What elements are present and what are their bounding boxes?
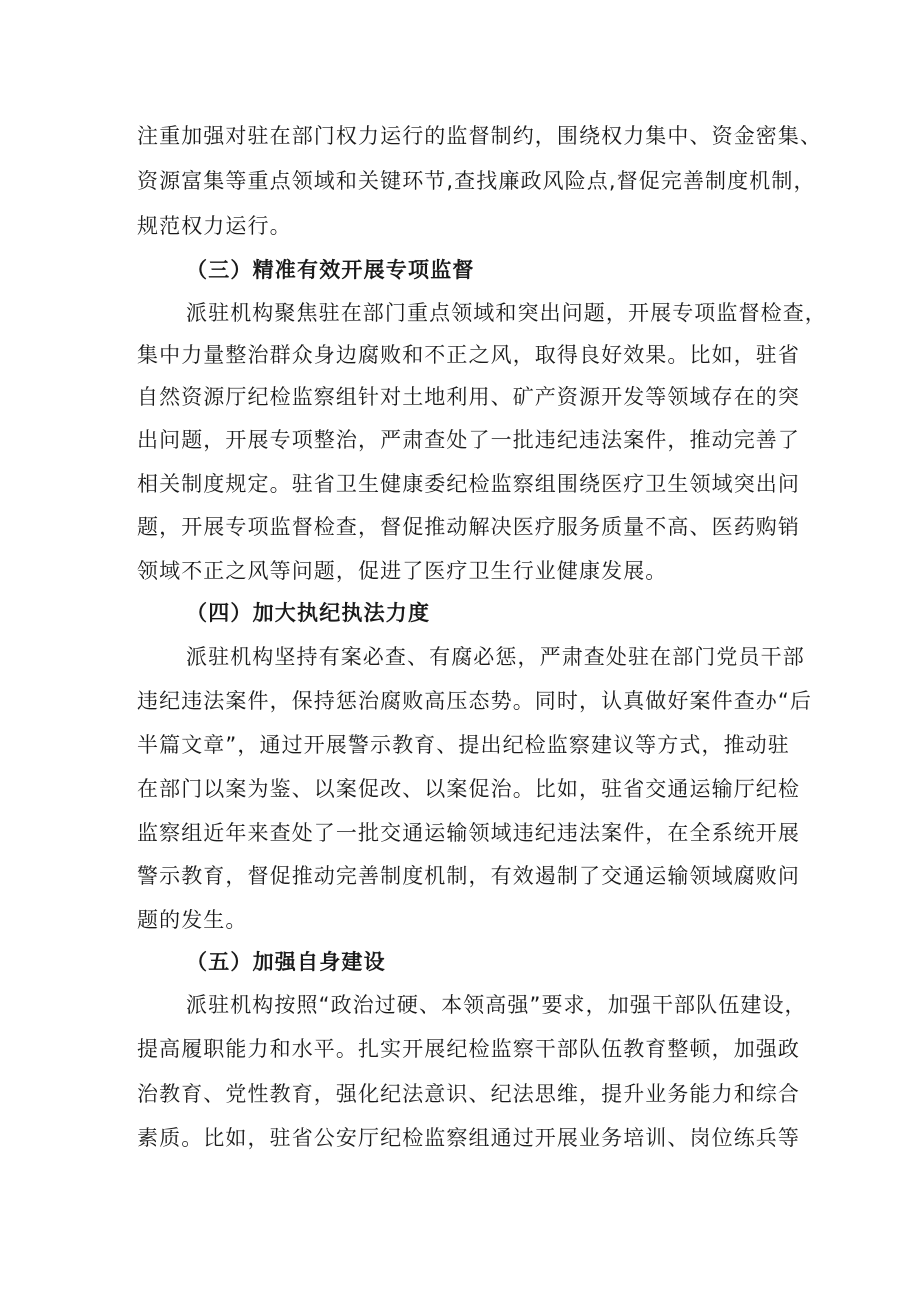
body-text-line: 提高履职能力和水平。扎实开展纪检监察干部队伍教育整顿，加强政 xyxy=(137,1037,800,1061)
body-text-line: 注重加强对驻在部门权力运行的监督制约，围绕权力集中、资金密集、 xyxy=(137,124,823,148)
body-text-line: 自然资源厅纪检监察组针对土地利用、矿产资源开发等领域存在的突 xyxy=(137,385,800,409)
body-text-line: 派驻机构聚焦驻在部门重点领域和突出问题，开展专项监督检查， xyxy=(186,301,827,325)
body-text-line: 半篇文章”，通过开展警示教育、提出纪检监察建议等方式，推动驻 xyxy=(137,733,790,757)
section-heading-4: （四）加大执纪执法力度 xyxy=(186,601,431,625)
body-text-line: 题的发生。 xyxy=(137,908,248,932)
body-text-line: 派驻机构按照“政治过硬、本领高强”要求，加强干部队伍建设， xyxy=(186,993,807,1017)
body-text-line: 派驻机构坚持有案必查、有腐必惩，严肃查处驻在部门党员干部 xyxy=(186,645,805,669)
body-text-line: 相关制度规定。驻省卫生健康委纪检监察组围绕医疗卫生领域突出问 xyxy=(137,472,800,496)
body-text-line: 监察组近年来查处了一批交通运输领域违纪违法案件，在全系统开展 xyxy=(137,821,800,845)
body-text-line: 警示教育，督促推动完善制度机制，有效遏制了交通运输领域腐败问 xyxy=(137,864,800,888)
body-text-line: 题，开展专项监督检查，督促推动解决医疗服务质量不高、医药购销 xyxy=(137,515,800,539)
section-heading-3: （三）精准有效开展专项监督 xyxy=(186,258,475,282)
body-text-line: 领域不正之风等问题，促进了医疗卫生行业健康发展。 xyxy=(137,559,668,583)
body-text-line: 集中力量整治群众身边腐败和不正之风，取得良好效果。比如，驻省 xyxy=(137,343,800,367)
body-text-line: 违纪违法案件，保持惩治腐败高压态势。同时，认真做好案件查办“后 xyxy=(137,689,812,713)
body-text-line: 资源富集等重点领域和关键环节,查找廉政风险点,督促完善制度机制， xyxy=(137,169,816,193)
body-text-line: 规范权力运行。 xyxy=(137,214,292,238)
body-text-line: 在部门以案为鉴、以案促改、以案促治。比如，驻省交通运输厅纪检 xyxy=(137,777,800,801)
section-heading-5: （五）加强自身建设 xyxy=(186,950,386,974)
body-text-line: 治教育、党性教育，强化纪法意识、纪法思维，提升业务能力和综合 xyxy=(137,1082,800,1106)
body-text-line: 出问题，开展专项整治，严肃查处了一批违纪违法案件，推动完善了 xyxy=(137,428,800,452)
body-text-line: 素质。比如，驻省公安厅纪检监察组通过开展业务培训、岗位练兵等 xyxy=(137,1126,800,1150)
